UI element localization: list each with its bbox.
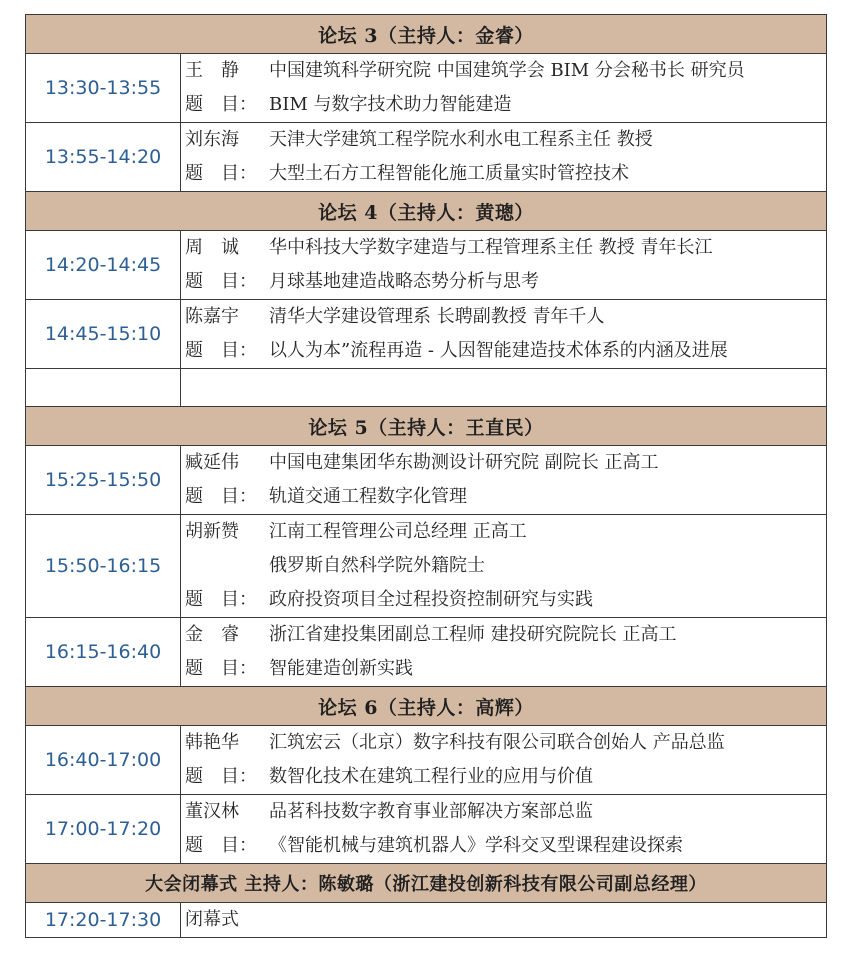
topic-line (185, 583, 826, 617)
talk-topic: 以人为本”流程再造 - 人因智能建造技术体系的内涵及进展 (269, 340, 728, 361)
topic-line (185, 480, 826, 514)
speaker-line (185, 618, 826, 652)
closing-header-row (26, 864, 827, 903)
forum-header (26, 192, 827, 231)
talk-time: 15:25-15:50 (26, 446, 181, 515)
talk-topic: 智能建造创新实践 (269, 658, 413, 679)
talk-time: 17:00-17:20 (26, 795, 181, 864)
speaker-name: 周 诚 (185, 237, 239, 258)
talk-details (181, 300, 827, 369)
closing-line: 闭幕式 (185, 909, 239, 930)
speaker-affiliation: 中国建筑科学研究院 中国建筑学会 BIM 分会秘书长 研究员 (269, 60, 745, 81)
talk-time: 13:55-14:20 (26, 123, 181, 192)
table-row (26, 54, 827, 123)
talk-details (181, 726, 827, 795)
table-row (26, 726, 827, 795)
talk-topic: 月球基地建造战略态势分析与思考 (269, 271, 539, 292)
talk-details (181, 231, 827, 300)
talk-details (181, 618, 827, 687)
speaker-name: 韩艳华 (185, 732, 239, 753)
agenda-sheet (25, 14, 826, 938)
topic-label: 题 目： (185, 340, 257, 361)
forum-header (26, 687, 827, 726)
speaker-affiliation: 汇筑宏云（北京）数字科技有限公司联合创始人 产品总监 (269, 732, 725, 753)
talk-details (181, 123, 827, 192)
table-row (26, 515, 827, 618)
forum-header (26, 15, 827, 54)
talk-topic: 轨道交通工程数字化管理 (269, 486, 467, 507)
speaker-name: 陈嘉宇 (185, 306, 239, 327)
topic-label: 题 目： (185, 94, 257, 115)
speaker-affiliation: 天津大学建筑工程学院水利水电工程系主任 教授 (269, 129, 653, 150)
table-row (26, 231, 827, 300)
table-row (26, 446, 827, 515)
topic-label: 题 目： (185, 486, 257, 507)
topic-label: 题 目： (185, 163, 257, 184)
talk-time: 13:30-13:55 (26, 54, 181, 123)
forum-4-header: 论坛 4（主持人：黄璁） (26, 192, 827, 231)
speaker-name: 金 睿 (185, 624, 239, 645)
talk-time: 14:20-14:45 (26, 231, 181, 300)
topic-line (185, 157, 826, 191)
speaker-affiliation: 中国电建集团华东勘测设计研究院 副院长 正高工 (269, 452, 659, 473)
topic-line (185, 760, 826, 794)
talk-topic: 大型土石方工程智能化施工质量实时管控技术 (269, 163, 629, 184)
blank-cell (26, 369, 181, 407)
talk-time: 14:45-15:10 (26, 300, 181, 369)
closing-header: 大会闭幕式 主持人：陈敏璐（浙江建投创新科技有限公司副总经理） (26, 864, 827, 903)
table-row (26, 618, 827, 687)
talk-topic: 数智化技术在建筑工程行业的应用与价值 (269, 766, 593, 787)
talk-topic: BIM 与数字技术助力智能建造 (269, 94, 512, 115)
forum-header (26, 407, 827, 446)
speaker-line (185, 300, 826, 334)
topic-label: 题 目： (185, 658, 257, 679)
talk-details (181, 446, 827, 515)
talk-topic: 政府投资项目全过程投资控制研究与实践 (269, 589, 593, 610)
speaker-name: 胡新赞 (185, 521, 239, 542)
agenda-table (25, 14, 827, 938)
forum-6-header: 论坛 6（主持人：高辉） (26, 687, 827, 726)
speaker-name: 董汉林 (185, 801, 239, 822)
blank-row (26, 369, 827, 407)
topic-line (185, 829, 826, 863)
talk-details (181, 54, 827, 123)
forum-5-header: 论坛 5（主持人：王直民） (26, 407, 827, 446)
speaker-affiliation: 俄罗斯自然科学院外籍院士 (269, 555, 485, 576)
talk-details (181, 795, 827, 864)
table-row (26, 795, 827, 864)
speaker-name: 王 静 (185, 60, 239, 81)
speaker-affiliation: 品茗科技数字教育事业部解决方案部总监 (269, 801, 593, 822)
topic-label: 题 目： (185, 271, 257, 292)
talk-details (181, 903, 827, 938)
speaker-line (185, 726, 826, 760)
speaker-line (185, 446, 826, 480)
speaker-line-continued (185, 549, 826, 583)
forum-3-header: 论坛 3（主持人：金睿） (26, 15, 827, 54)
speaker-line (185, 515, 826, 549)
blank-cell (181, 369, 827, 407)
speaker-affiliation: 清华大学建设管理系 长聘副教授 青年千人 (269, 306, 605, 327)
speaker-affiliation: 华中科技大学数字建造与工程管理系主任 教授 青年长江 (269, 237, 713, 258)
topic-label: 题 目： (185, 835, 257, 856)
talk-topic: 《智能机械与建筑机器人》学科交叉型课程建设探索 (269, 835, 683, 856)
topic-label: 题 目： (185, 766, 257, 787)
talk-time: 16:40-17:00 (26, 726, 181, 795)
speaker-name: 臧延伟 (185, 452, 239, 473)
talk-time: 17:20-17:30 (26, 903, 181, 938)
topic-line (185, 265, 826, 299)
table-row (26, 123, 827, 192)
topic-line (185, 88, 826, 122)
speaker-line (185, 54, 826, 88)
topic-line (185, 334, 826, 368)
talk-time: 16:15-16:40 (26, 618, 181, 687)
speaker-line (185, 795, 826, 829)
table-row (26, 903, 827, 938)
topic-label: 题 目： (185, 589, 257, 610)
speaker-name: 刘东海 (185, 129, 239, 150)
speaker-line (185, 231, 826, 265)
speaker-affiliation: 浙江省建投集团副总工程师 建投研究院院长 正高工 (269, 624, 677, 645)
table-row (26, 300, 827, 369)
speaker-affiliation: 江南工程管理公司总经理 正高工 (269, 521, 527, 542)
talk-time: 15:50-16:15 (26, 515, 181, 618)
talk-details (181, 515, 827, 618)
topic-line (185, 652, 826, 686)
speaker-line (185, 123, 826, 157)
